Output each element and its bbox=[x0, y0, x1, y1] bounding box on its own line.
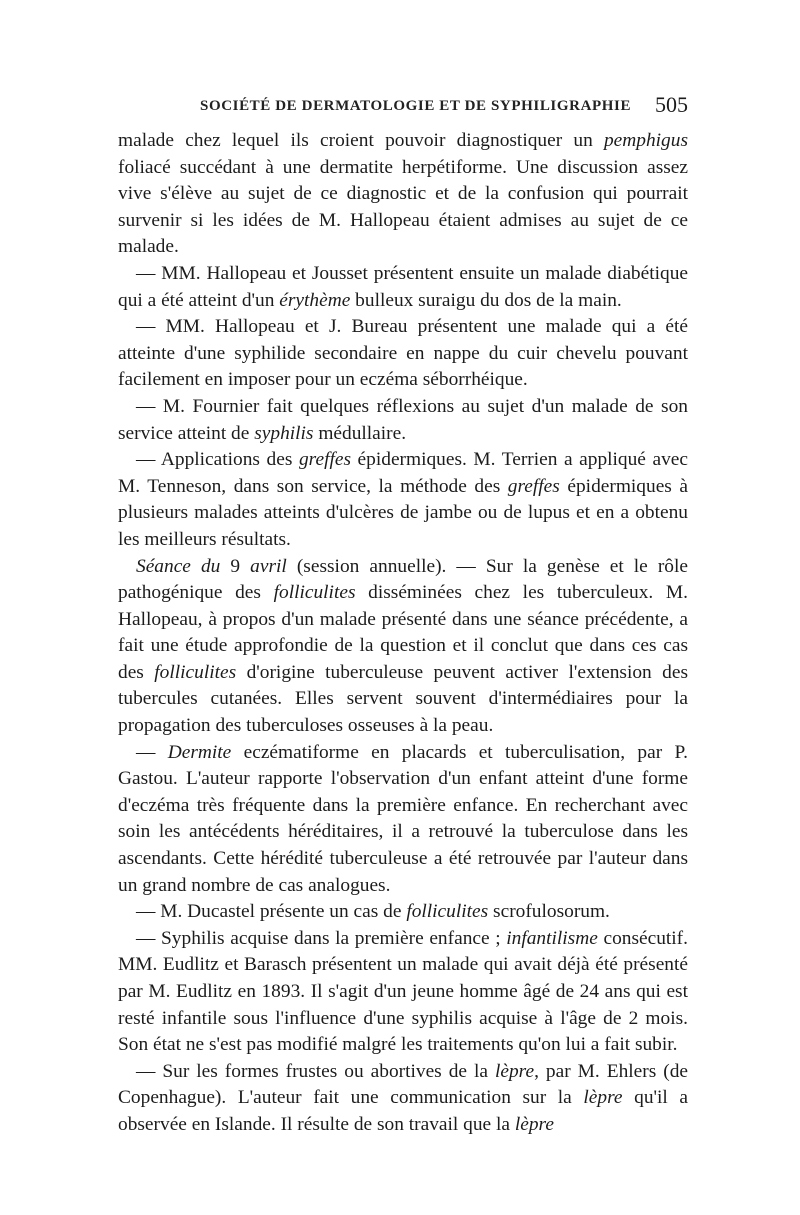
paragraph bbox=[118, 899, 688, 926]
text-run: épidermiques. M. Terrien a appliqué avec M. Tenneson, dans son service, la méthode des bbox=[118, 449, 688, 497]
text-run: scrofulosorum. bbox=[488, 901, 610, 923]
italic-term: lèpre bbox=[494, 1060, 535, 1082]
italic-term: folliculites bbox=[154, 661, 237, 683]
paragraph bbox=[118, 926, 688, 1059]
text-run: — bbox=[136, 741, 168, 763]
paragraph bbox=[118, 447, 688, 553]
paragraph bbox=[118, 554, 688, 740]
italic-term: greffes bbox=[507, 475, 560, 497]
paragraph bbox=[118, 314, 688, 394]
italic-term: lèpre bbox=[583, 1087, 623, 1109]
paragraph bbox=[118, 261, 688, 314]
italic-term: Séance du bbox=[136, 555, 221, 577]
text-run: d'origine tuberculeuse peuvent activer l'extension des tubercules cutanées. Elles servent souvent d'intermédiaires pour la propagation des tuberculoses osseuses à la peau. bbox=[118, 661, 688, 737]
running-title: SOCIÉTÉ DE DERMATOLOGIE ET DE SYPHILIGRAPHIE bbox=[200, 98, 632, 114]
text-run: , par M. Ehlers (de Copenhague). L'auteur fait une communication sur la bbox=[118, 1060, 688, 1109]
italic-term: folliculites bbox=[406, 901, 489, 923]
text-run: — Applications des bbox=[136, 449, 299, 471]
page-header bbox=[118, 92, 688, 122]
paragraph bbox=[118, 128, 688, 261]
italic-term: lèpre bbox=[514, 1113, 554, 1135]
text-run: malade chez lequel ils croient pouvoir diagnostiquer un bbox=[118, 130, 604, 151]
text-run: foliacé succédant à une dermatite herpétiforme. Une discussion assez vive s'élève au sujet de ce diagnostic et de la confusion qui pourrait survenir si les idées de M. Hallopeau étaient admises au sujet de ce malade. bbox=[118, 156, 688, 258]
text-run: médullaire. bbox=[313, 422, 407, 444]
text-run: qu'il a observée en Islande. Il résulte de son travail que la bbox=[118, 1087, 688, 1135]
italic-term: Dermite bbox=[167, 741, 232, 763]
italic-term: syphilis bbox=[254, 422, 314, 444]
italic-term: infantilisme bbox=[506, 927, 598, 949]
text-run: — MM. Hallopeau et Jousset présentent ensuite un malade diabétique qui a été atteint d'un bbox=[118, 262, 688, 311]
text-run: — Sur les formes frustes ou abortives de la bbox=[136, 1060, 495, 1082]
italic-term: érythème bbox=[279, 289, 351, 311]
text-run: bulleux suraigu du dos de la main. bbox=[350, 289, 622, 311]
text-run: eczématiforme en placards et tuberculisation, par P. Gastou. L'auteur rapporte l'observation d'un enfant atteint d'une forme d'eczéma très fréquente dans la première enfance. En recherchant avec soin les antécédents héréditaires, il a retrouvé la tuberculose dans les ascendants. Cette hérédité tuberculeuse a été retrouvée par l'auteur dans un grand nombre de cas analogues. bbox=[118, 741, 689, 896]
paragraph bbox=[118, 1059, 688, 1139]
italic-term: greffes bbox=[298, 449, 351, 471]
italic-term: folliculites bbox=[273, 582, 356, 604]
text-run: — Syphilis acquise dans la première enfance ; bbox=[136, 927, 507, 949]
text-run: épidermiques à plusieurs malades atteints d'ulcères de jambe ou de lupus et en a obtenu les meilleurs résultats. bbox=[118, 475, 688, 550]
text-run: — M. Fournier fait quelques réflexions au sujet d'un malade de son service atteint de bbox=[118, 395, 688, 444]
text-run: consécutif. MM. Eudlitz et Barasch présentent un malade qui avait déjà été présenté par M. Eudlitz en 1893. Il s'agit d'un jeune homme âgé de 24 ans qui est resté infantile sous l'influence d'une syphilis acquise à l'âge de 2 mois. Son état ne s'est pas modifié malgré les traitements qu'on lui a fait subir. bbox=[118, 927, 688, 1056]
text-run: 9 bbox=[220, 555, 251, 577]
text-run: disséminées chez les tuberculeux. M. Hallopeau, à propos d'un malade présenté dans une séance précédente, a fait une étude approfondie de la question et il conclut que dans ces cas des bbox=[118, 582, 688, 683]
italic-term: pemphigus bbox=[603, 130, 688, 151]
page-number: 505 bbox=[655, 92, 688, 117]
paragraph bbox=[118, 740, 688, 900]
paragraph bbox=[118, 394, 688, 447]
text-run: — M. Ducastel présente un cas de bbox=[136, 901, 407, 923]
italic-term: avril bbox=[250, 555, 287, 577]
body-text bbox=[118, 128, 688, 1139]
text-run: — MM. Hallopeau et J. Bureau présentent une malade qui a été atteinte d'une syphilide secondaire en nappe du cuir chevelu pouvant facilement en imposer pour un eczéma séborrhéique. bbox=[118, 316, 688, 391]
text-run: (session annuelle). — Sur la genèse et le rôle pathogénique des bbox=[118, 555, 688, 604]
